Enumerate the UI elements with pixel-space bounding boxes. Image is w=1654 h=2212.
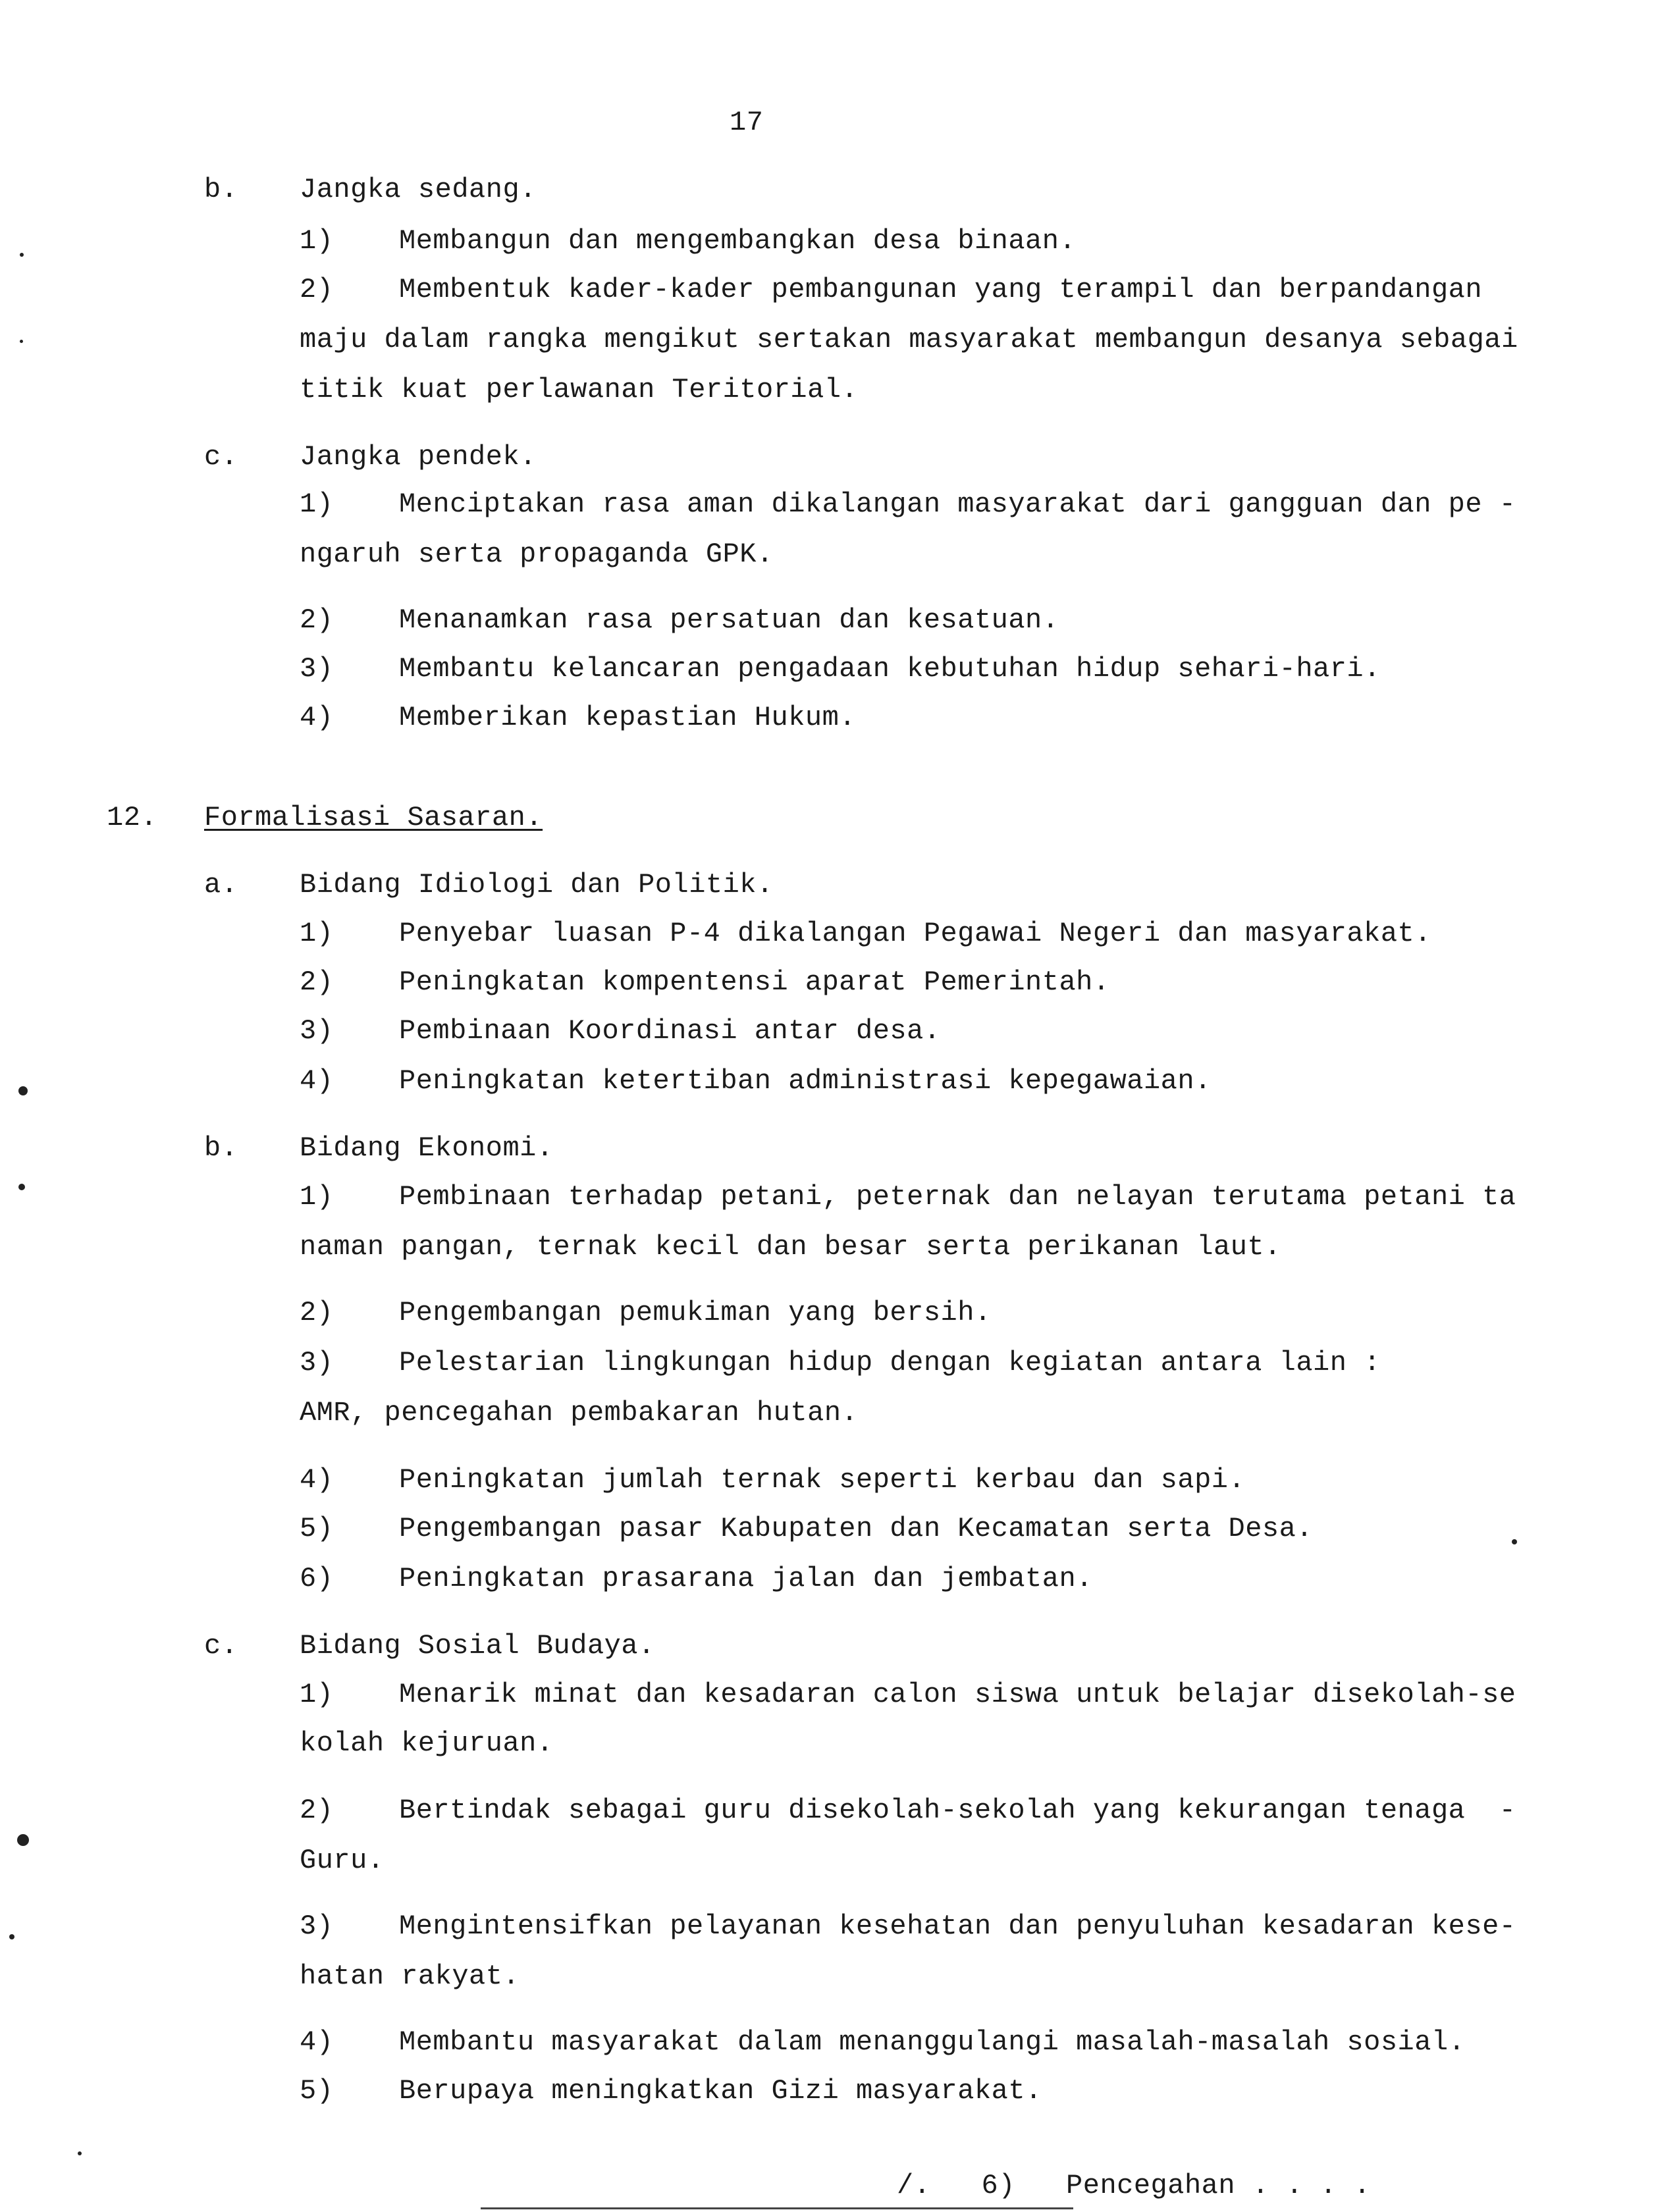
item-label: c. (204, 1630, 238, 1662)
scan-speck (78, 2151, 82, 2155)
list-number: 4) (300, 1464, 334, 1496)
scan-speck (18, 1086, 28, 1095)
catchword: /. 6) Pencegahan . . . . (897, 2170, 1371, 2201)
list-item-continuation: ngaruh serta propaganda GPK. (300, 539, 774, 570)
subheading: Bidang Sosial Budaya. (300, 1630, 655, 1662)
item-label: b. (204, 1132, 238, 1164)
list-item-continuation: titik kuat perlawanan Teritorial. (300, 374, 859, 406)
list-item: Peningkatan prasarana jalan dan jembatan. (399, 1563, 1093, 1594)
subheading: Bidang Idiologi dan Politik. (300, 869, 774, 901)
list-item: Pembinaan Koordinasi antar desa. (399, 1015, 941, 1047)
list-item-continuation: AMR, pencegahan pembakaran hutan. (300, 1397, 859, 1429)
list-number: 4) (300, 702, 334, 733)
scan-speck (9, 1934, 14, 1939)
list-item: Bertindak sebagai guru disekolah-sekolah yang kekurangan tenaga - (399, 1795, 1516, 1826)
list-item: Pengembangan pemukiman yang bersih. (399, 1297, 992, 1329)
list-number: 4) (300, 1065, 334, 1097)
list-number: 2) (300, 966, 334, 998)
scan-speck (1512, 1539, 1517, 1544)
list-item-continuation: naman pangan, ternak kecil dan besar serta perikanan laut. (300, 1231, 1281, 1263)
list-item: Menanamkan rasa persatuan dan kesatuan. (399, 604, 1059, 636)
bottom-rule (481, 2207, 1073, 2209)
list-number: 1) (300, 1181, 334, 1213)
list-item: Peningkatan ketertiban administrasi kepegawaian. (399, 1065, 1212, 1097)
item-label: b. (204, 174, 238, 205)
list-item: Membantu kelancaran pengadaan kebutuhan hidup sehari-hari. (399, 653, 1381, 685)
scan-speck (18, 1184, 25, 1190)
list-number: 2) (300, 274, 334, 305)
list-number: 2) (300, 1795, 334, 1826)
section-heading: Formalisasi Sasaran. (204, 802, 543, 833)
list-number: 3) (300, 1015, 334, 1047)
list-number: 1) (300, 1679, 334, 1710)
list-item-continuation: kolah kejuruan. (300, 1727, 554, 1759)
list-item: Membantu masyarakat dalam menanggulangi masalah-masalah sosial. (399, 2026, 1466, 2058)
list-item-continuation: hatan rakyat. (300, 1961, 520, 1992)
list-number: 3) (300, 1347, 334, 1379)
list-item: Menarik minat dan kesadaran calon siswa untuk belajar disekolah-se (399, 1679, 1516, 1710)
item-label: a. (204, 869, 238, 901)
scan-speck (20, 340, 23, 343)
list-number: 4) (300, 2026, 334, 2058)
list-item: Pengembangan pasar Kabupaten dan Kecamatan serta Desa. (399, 1513, 1314, 1544)
list-item-continuation: maju dalam rangka mengikut sertakan masyarakat membangun desanya sebagai (300, 324, 1518, 356)
list-number: 1) (300, 225, 334, 257)
list-number: 6) (300, 1563, 334, 1594)
subheading: Jangka sedang. (300, 174, 537, 205)
list-item: Pembinaan terhadap petani, peternak dan nelayan terutama petani ta (399, 1181, 1516, 1213)
list-item: Memberikan kepastian Hukum. (399, 702, 857, 733)
list-item: Membentuk kader-kader pembangunan yang terampil dan berpandangan (399, 274, 1483, 305)
scan-speck (17, 1834, 29, 1846)
list-item: Mengintensifkan pelayanan kesehatan dan penyuluhan kesadaran kese- (399, 1910, 1516, 1942)
list-item: Peningkatan kompentensi aparat Pemerintah. (399, 966, 1110, 998)
list-number: 2) (300, 1297, 334, 1329)
list-item: Peningkatan jumlah ternak seperti kerbau dan sapi. (399, 1464, 1246, 1496)
list-number: 3) (300, 1910, 334, 1942)
page-number: 17 (730, 107, 764, 138)
list-number: 5) (300, 2075, 334, 2107)
subheading: Jangka pendek. (300, 441, 537, 473)
list-number: 1) (300, 488, 334, 520)
list-item-continuation: Guru. (300, 1845, 385, 1876)
subheading: Bidang Ekonomi. (300, 1132, 554, 1164)
list-item: Pelestarian lingkungan hidup dengan kegiatan antara lain : (399, 1347, 1381, 1379)
list-item: Berupaya meningkatkan Gizi masyarakat. (399, 2075, 1042, 2107)
list-number: 3) (300, 653, 334, 685)
item-label: c. (204, 441, 238, 473)
list-number: 1) (300, 918, 334, 949)
list-item: Membangun dan mengembangkan desa binaan. (399, 225, 1077, 257)
list-item: Menciptakan rasa aman dikalangan masyarakat dari gangguan dan pe - (399, 488, 1516, 520)
list-number: 5) (300, 1513, 334, 1544)
section-number: 12. (107, 802, 158, 833)
list-number: 2) (300, 604, 334, 636)
list-item: Penyebar luasan P-4 dikalangan Pegawai Negeri dan masyarakat. (399, 918, 1431, 949)
scan-speck (20, 253, 24, 257)
